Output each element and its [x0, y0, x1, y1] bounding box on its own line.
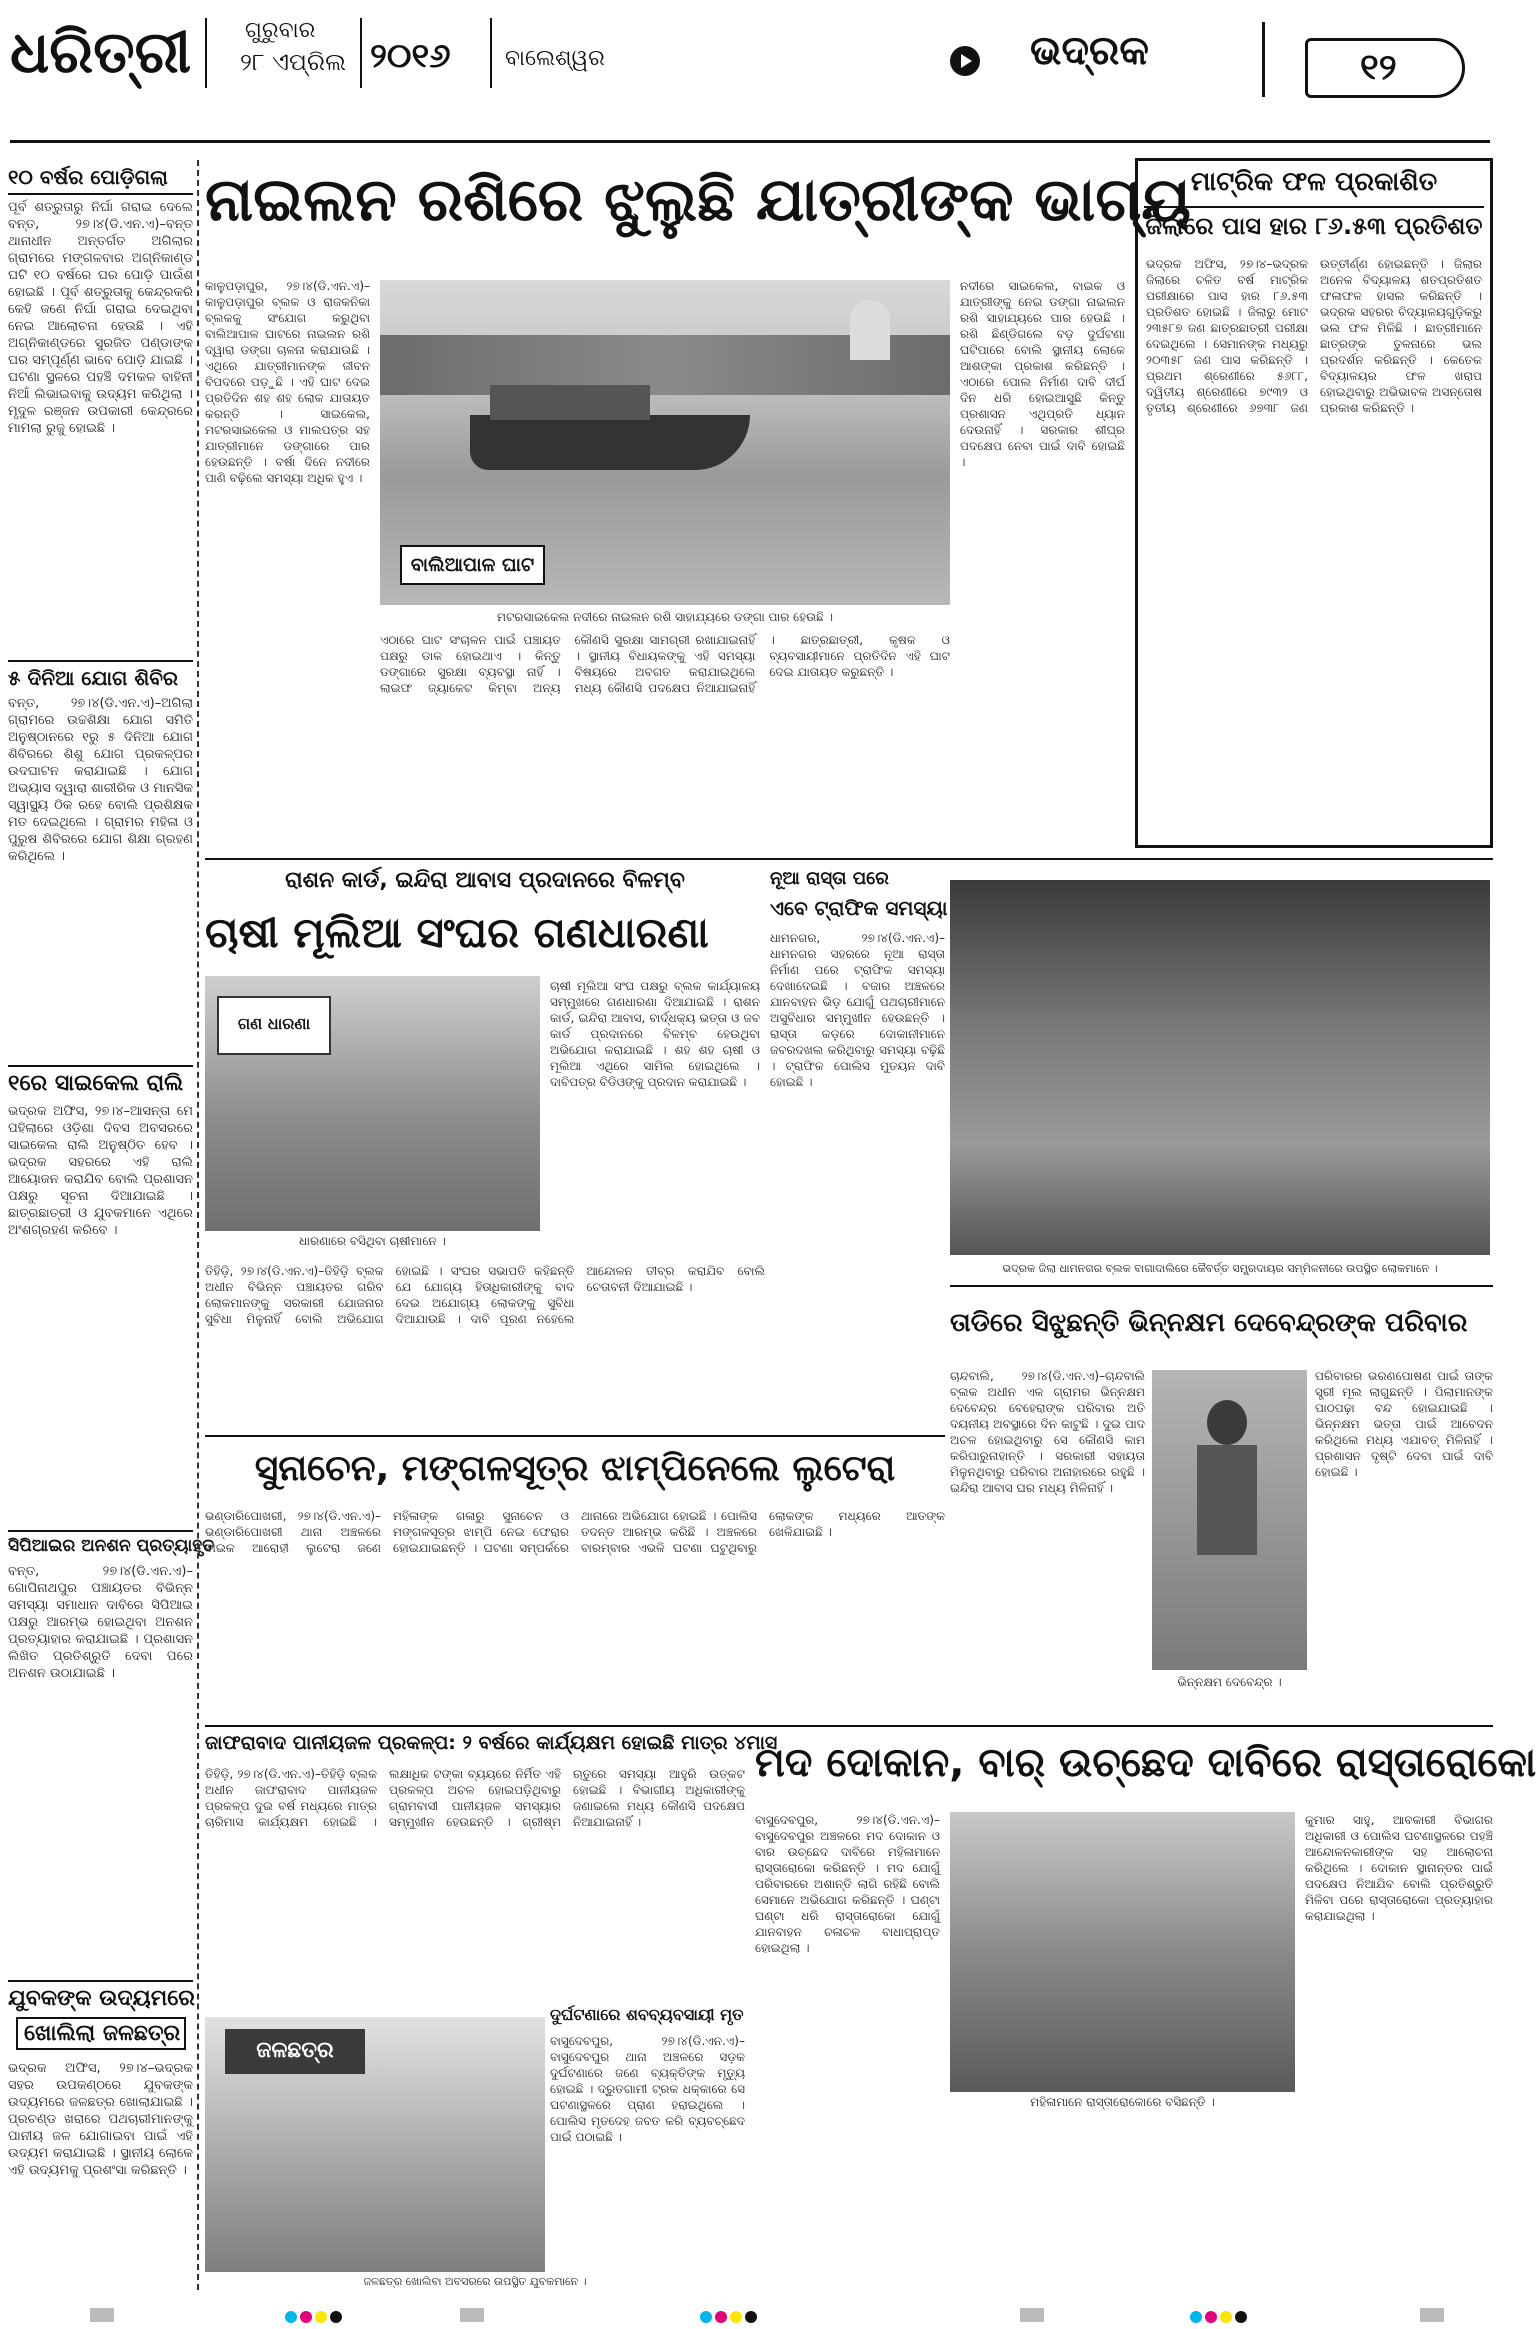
disabled-body: ଚାନ୍ଦବାଲି, ୨୭।୪(ଡି.ଏନ.ଏ)–ଚାନ୍ଦବାଲି ବ୍ଲକ ଅଧୀନ ଏକ ଗ୍ରାମର ଭିନ୍ନକ୍ଷମ ଦେବେନ୍ଦ୍ର ବେହେରାଙ୍କ ପରିବାର ଅତି ଦୟନୀୟ ଅବସ୍ଥାରେ ଦିନ କାଟୁଛି । ଦୁଇ ପାଦ ଅଚଳ ହୋଇଥିବାରୁ ସେ କୌଣସି କାମ କରିପାରୁନାହାନ୍ତି । ସରକାରୀ ସହାୟତା ମିଳୁନଥିବାରୁ ପରିବାର ଅନାହାରରେ ରହୁଛି । ଇନ୍ଦିରା ଆବାସ ଘର ମଧ୍ୟ ମିଳିନାହିଁ । [950, 1369, 1145, 1495]
water-body: ତିହିଡ଼ି, ୨୭।୪(ଡି.ଏନ.ଏ)–ତିହିଡ଼ି ବ୍ଲକ ଅଧୀନ ଜାଫରାବାଦ ପାନୀୟଜଳ ପ୍ରକଳ୍ପ ଦୁଇ ବର୍ଷ ମଧ୍ୟରେ ମାତ୍ର ଚାରିମାସ କାର୍ଯ୍ୟକ୍ଷମ ହୋଇଛି । ଲକ୍ଷାଧିକ ଟଙ୍କା ବ୍ୟୟରେ ନିର୍ମିତ ଏହି ପ୍ରକଳ୍ପ ଅଚଳ ହୋଇପଡ଼ିଥିବାରୁ ଗ୍ରାମବାସୀ ପାନୀୟଜଳ ସମସ୍ୟାର ସମ୍ମୁଖୀନ ହେଉଛନ୍ତି । ଗ୍ରୀଷ୍ମ ଋତୁରେ ସମସ୍ୟା ଆହୁରି ଉତ୍କଟ ହୋଇଛି । ବିଭାଗୀୟ ଅଧିକାରୀଙ୍କୁ ଜଣାଇଲେ ମଧ୍ୟ କୌଣସି ପଦକ୍ଷେପ ନିଆଯାଇନାହିଁ । [205, 1767, 745, 1829]
lead-body-left: କାଳୁପଡ଼ାପୁର, ୨୭।୪(ଡି.ଏନ.ଏ)–କାଳୁପଡ଼ାପୁର ବ୍ଲକ ଓ ରାଜକନିକା ବ୍ଲକକୁ ସଂଯୋଗ କରୁଥିବା ବାଲିଆପାଳ ଘାଟରେ ନାଇଲନ ରଶି ଦ୍ୱାରା ଡଙ୍ଗା ଚାଳନା କରାଯାଉଛି । ଏଥିରେ ଯାତ୍ରୀମାନଙ୍କ ଜୀବନ ବିପଦରେ ପଡ଼ୁଛି । ଏହି ଘାଟ ଦେଇ ପ୍ରତିଦିନ ଶହ ଶହ ଲୋକ ଯାତାୟତ କରନ୍ତି । ସାଇକେଲ, ମଟରସାଇକେଲ ଓ ମାଲପତ୍ର ସହ ଯାତ୍ରୀମାନେ ଡଙ୍ଗାରେ ପାର ହେଉଛନ୍ତି । ବର୍ଷା ଦିନେ ନଦୀରେ ପାଣି ବଢ଼ିଲେ ସମସ୍ୟା ଅଧିକ ହୁଏ । [205, 279, 370, 485]
theft-story [205, 1440, 945, 1720]
lead-body-bottom: ଏଠାରେ ଘାଟ ସଂଚାଳନ ପାଇଁ ପଞ୍ଚାୟତ ପକ୍ଷରୁ ଡାକ ହୋଇଥାଏ । କିନ୍ତୁ ଡଙ୍ଗାରେ ସୁରକ୍ଷା ବ୍ୟବସ୍ଥା ନାହିଁ । ଲାଇଫ ଜ୍ୟାକେଟ କିମ୍ବା ଅନ୍ୟ କୌଣସି ସୁରକ୍ଷା ସାମଗ୍ରୀ ରଖାଯାଇନାହିଁ । ସ୍ଥାନୀୟ ବିଧାୟକଙ୍କୁ ଏହି ସମସ୍ୟା ବିଷୟରେ ଅବଗତ କରାଯାଇଥିଲେ ମଧ୍ୟ କୌଣସି ପଦକ୍ଷେପ ନିଆଯାଇନାହିଁ । ଛାତ୍ରଛାତ୍ରୀ, କୃଷକ ଓ ବ୍ୟବସାୟୀମାନେ ପ୍ରତିଦିନ ଏହି ଘାଟ ଦେଇ ଯାତାୟତ କରୁଛନ୍ତି । [380, 633, 950, 695]
matric-body: ଭଦ୍ରକ ଅଫିସ, ୨୭।୪–ଭଦ୍ରକ ଜିଲାରେ ଚଳିତ ବର୍ଷ ମାଟ୍ରିକ ପରୀକ୍ଷାରେ ପାସ ହାର ୮୬.୫୩ ପ୍ରତିଶତ ହୋଇଛି । ଜିଲାରୁ ମୋଟ ୨୩୫୮୭ ଜଣ ଛାତ୍ରଛାତ୍ରୀ ପରୀକ୍ଷା ଦେଇଥିଲେ । ସେମାନଙ୍କ ମଧ୍ୟରୁ ୨୦୩୫୮ ଜଣ ପାସ କରିଛନ୍ତି । ପ୍ରଥମ ଶ୍ରେଣୀରେ ୫୬୮୮, ଦ୍ୱିତୀୟ ଶ୍ରେଣୀରେ ୭୯୩୨ ଓ ତୃତୀୟ ଶ୍ରେଣୀରେ ୬୭୩୮ ଜଣ ଉତ୍ତୀର୍ଣ୍ଣ ହୋଇଛନ୍ତି । ଜିଲାର ଅନେକ ବିଦ୍ୟାଳୟ ଶତପ୍ରତିଶତ ଫଳାଫଳ ହାସଲ କରିଛନ୍ତି । ଭଦ୍ରକ ସହରର ବିଦ୍ୟାଳୟଗୁଡ଼ିକରୁ ଭଲ ଫଳ ମିଳିଛି । ଛାତ୍ରୀମାନେ ଛାତ୍ରଙ୍କ ତୁଳନାରେ ଭଲ ପ୍ରଦର୍ଶନ କରିଛନ୍ତି । କେତେକ ବିଦ୍ୟାଳୟର ଫଳ ଖରାପ ହୋଇଥିବାରୁ ଅଭିଭାବକ ଅସନ୍ତୋଷ ପ୍ରକାଶ କରିଛନ୍ତି । [1146, 257, 1482, 415]
masthead-date: ୨୮ ଏପ୍ରିଲ [240, 48, 347, 76]
farmers-body-right: ଚାଷୀ ମୂଲିଆ ସଂଘ ପକ୍ଷରୁ ବ୍ଲକ କାର୍ଯ୍ୟାଳୟ ସମ୍ମୁଖରେ ଗଣଧାରଣା ଦିଆଯାଇଛି । ରାଶନ କାର୍ଡ, ଇନ୍ଦିରା ଆବାସ, ବାର୍ଦ୍ଧକ୍ୟ ଭତ୍ତା ଓ ଜବ କାର୍ଡ ପ୍ରଦାନରେ ବିଳମ୍ବ ହେଉଥିବା ଅଭିଯୋଗ କରାଯାଇଛି । ଶହ ଶହ ଚାଷୀ ଓ ମୂଲିଆ ଏଥିରେ ସାମିଲ ହୋଇଥିଲେ । ଦାବିପତ୍ର ବିଡିଓଙ୍କୁ ପ୍ରଦାନ କରାଯାଇଛି । [550, 979, 760, 1089]
accident-headline: ଦୁର୍ଘଟଣାରେ ଶବବ୍ୟବସାୟୀ ମୃତ [550, 2005, 744, 2024]
farmers-kicker: ରାଶନ କାର୍ଡ, ଇନ୍ଦିରା ଆବାସ ପ୍ରଦାନରେ ବିଳମ୍ବ [285, 868, 685, 893]
lead-label: ବାଲିଆପାଳ ଘାଟ [410, 554, 535, 576]
liquor-body-left: ବାସୁଦେବପୁର, ୨୭।୪(ଡି.ଏନ.ଏ)–ବାସୁଦେବପୁର ଅଞ୍ଚଳରେ ମଦ ଦୋକାନ ଓ ବାର ଉଚ୍ଛେଦ ଦାବିରେ ମହିଳାମାନେ ରାସ୍ତାରୋକୋ କରିଛନ୍ତି । ମଦ ଯୋଗୁଁ ପରିବାରରେ ଅଶାନ୍ତି ଲାଗି ରହିଛି ବୋଲି ସେମାନେ ଅଭିଯୋଗ କରିଛନ୍ତି । ଘଣ୍ଟା ଘଣ୍ଟା ଧରି ରାସ୍ତାରୋକୋ ଯୋଗୁଁ ଯାନବାହନ ଚଳାଚଳ ବାଧାପ୍ରାପ୍ତ ହୋଇଥିଲା । [755, 1813, 940, 1955]
liquor-headline: ମଦ ଦୋକାନ, ବାର୍ ଉଚ୍ଛେଦ ଦାବିରେ ରାସ୍ତାରୋକୋ [755, 1740, 1536, 1786]
water-booth-banner: ଜଳଛତ୍ର [225, 2029, 365, 2074]
theft-headline: ସୁନାଚେନ, ମଙ୍ଗଳସୂତ୍ର ଝାମ୍ପିନେଲେ ଲୁଟେରା [254, 1448, 896, 1489]
story-title: ୧ରେ ସାଇକେଲ ରାଲି [8, 1065, 193, 1096]
traffic-story [770, 868, 948, 1428]
story-body: ପୂର୍ବ ଶତ୍ରୁତାରୁ ନିର୍ଘା ଗରାଇ ଦେଲେ ବନ୍ତ, ୨୭।୪(ଡି.ଏନ.ଏ)–ବନ୍ତ ଥାନାଧୀନ ଅନ୍ତର୍ଗତ ଅଗିଲାର ଗ୍ରାମରେ ମଙ୍ଗଳବାର ଅଗ୍ନିକାଣ୍ଡ ଘଟି ୧୦ ବର୍ଷରେ ଘର ପୋଡ଼ି ପାଉଁଶ ହୋଇଛି । ପୂର୍ବ ଶତ୍ରୁତାକୁ କେନ୍ଦ୍ରକରି କେହି ଜଣେ ନିର୍ଘା ଗରାଇ ଦେଇଥିବା ନେଇ ଆଲୋଚନା ହେଉଛି । ଏହି ଅଗ୍ନିକାଣ୍ଡରେ ସୁରଜିତ ପଣ୍ଡାଙ୍କ ଘର ସମ୍ପୂର୍ଣ୍ଣ ଭାବେ ପୋଡ଼ି ଯାଇଛି । ଘଟଣା ସ୍ଥଳରେ ପହଞ୍ଚି ଦମକଳ ବାହିନୀ ନିଆଁ ଲିଭାଇବାକୁ ଉଦ୍ୟମ କରିଥିଲା । ମୃଦୁଳ ରଞ୍ଜନ ଉପକାରୀ କେନ୍ଦ୍ରରେ ମାମଲା ରୁଜୁ ହୋଇଛି । [8, 200, 193, 436]
story-body: ବନ୍ତ, ୨୭।୪(ଡି.ଏନ.ଏ)–ଅଗିଲା ଗ୍ରାମରେ ଉଚ୍ଚଶିକ୍ଷା ଯୋଗ ସମିତି ଅନୁଷ୍ଠାନରେ ୧ରୁ ୫ ଦିନିଆ ଯୋଗ ଶିବିରରେ ଶିଶୁ ଯୋଗ ପ୍ରକଳ୍ପର ଉଦଘାଟନ କରାଯାଇଛି । ଯୋଗ ଅଭ୍ୟାସ ଦ୍ୱାରା ଶାରୀରିକ ଓ ମାନସିକ ସ୍ୱାସ୍ଥ୍ୟ ଠିକ ରହେ ବୋଲି ପ୍ରଶିକ୍ଷକ ମତ ଦେଇଥିଲେ । ଗ୍ରାମର ମହିଳା ଓ ପୁରୁଷ ଶିବିରରେ ଯୋଗ ଶିକ୍ଷା ଗ୍ରହଣ କରିଥିଲେ । [8, 696, 193, 864]
lead-body-right: ନଦୀରେ ସାଇକେଲ, ବାଇକ ଓ ଯାତ୍ରୀଙ୍କୁ ନେଇ ଡଙ୍ଗା ନାଇଲନ ରଶି ସାହାଯ୍ୟରେ ପାର ହେଉଛି । ରଶି ଛିଣ୍ଡିଗଲେ ବଡ଼ ଦୁର୍ଘଟଣା ଘଟିପାରେ ବୋଲି ସ୍ଥାନୀୟ ଲୋକେ ଆଶଙ୍କା ପ୍ରକାଶ କରିଛନ୍ତି । ଏଠାରେ ପୋଲ ନିର୍ମାଣ ଦାବି ଦୀର୍ଘ ଦିନ ଧରି ହୋଇଆସୁଛି କିନ୍ତୁ ପ୍ରଶାସନ ଏଥିପ୍ରତି ଧ୍ୟାନ ଦେଉନାହିଁ । ସରକାର ଶୀଘ୍ର ପଦକ୍ଷେପ ନେବା ପାଇଁ ଦାବି ହୋଇଛି । [960, 279, 1125, 469]
left-column [8, 165, 215, 2295]
masthead-edition: ବାଲେଶ୍ୱର [505, 46, 605, 71]
community-photo-caption: ଭଦ୍ରକ ଜିଲା ଧାମନଗର ବ୍ଲକ ବାଗାଦାଲିରେ କୈବର୍ତ୍ତ ସମ୍ପ୍ରଦାୟର ସମ୍ମିଳନୀରେ ଉପସ୍ଥିତ ଲୋକମାନେ । [1002, 1262, 1438, 1275]
play-icon [950, 46, 980, 76]
masthead-day: ଗୁରୁବାର [245, 18, 316, 43]
farmers-photo [205, 976, 540, 1231]
cmyk-dots [285, 2308, 345, 2327]
matric-box [1135, 158, 1493, 848]
story-title: ଯୁବକଙ୍କ ଉଦ୍ୟମରେ [8, 1980, 193, 2011]
story-title: ସିପିଆଇର ଅନଶନ ପ୍ରତ୍ୟାହୃତ [8, 1530, 193, 1556]
matric-headline: ଜିଲାରେ ପାସ ହାର ୮୬.୫୩ ପ୍ରତିଶତ [1144, 206, 1484, 240]
community-meeting-photo [950, 880, 1490, 1255]
traffic-headline: ଏବେ ଟ୍ରାଫିକ ସମସ୍ୟା [770, 896, 948, 920]
disabled-man-photo [1152, 1370, 1307, 1670]
lead-photo-caption: ମଟରସାଇକେଲ ନଦୀରେ ନାଇଲନ ରଶି ସାହାଯ୍ୟରେ ଡଙ୍ଗା ପାର ହେଉଛି । [497, 610, 833, 624]
farmers-body-bottom: ତିହିଡ଼ି, ୨୭।୪(ଡି.ଏନ.ଏ)–ତିହିଡ଼ି ବ୍ଲକ ଅଧୀନ ବିଭିନ୍ନ ପଞ୍ଚାୟତର ଗରିବ ଲୋକମାନଙ୍କୁ ସରକାରୀ ଯୋଜନାର ସୁବିଧା ମିଳୁନାହିଁ ବୋଲି ଅଭିଯୋଗ ହୋଇଛି । ସଂଘର ସଭାପତି କହିଛନ୍ତି ଯେ ଯୋଗ୍ୟ ହିତାଧିକାରୀଙ୍କୁ ବାଦ ଦେଇ ଅଯୋଗ୍ୟ ଲୋକଙ୍କୁ ସୁବିଧା ଦିଆଯାଉଛି । ଦାବି ପୂରଣ ନହେଲେ ଆନ୍ଦୋଳନ ତୀବ୍ର କରାଯିବ ବୋଲି ଚେତାବନୀ ଦିଆଯାଇଛି । [205, 1264, 765, 1326]
water-headline: ଜାଫରାବାଦ ପାନୀୟଜଳ ପ୍ରକଳ୍ପ: ୨ ବର୍ଷରେ କାର୍ଯ୍ୟକ୍ଷମ ହୋଇଛି ମାତ୍ର ୪ମାସ [205, 1732, 778, 1754]
story-title: ଖୋଲିଲା ଜଳଛତ୍ର [16, 2017, 186, 2050]
traffic-kicker: ନୂଆ ରାସ୍ତା ପରେ [770, 868, 889, 889]
paper-name: ଧରିତ୍ରୀ [10, 18, 192, 86]
masthead [0, 0, 1500, 150]
disabled-photo-caption: ଭିନ୍ନକ୍ଷମ ଦେବେନ୍ଦ୍ର । [1177, 1675, 1282, 1689]
registration-marks [0, 2302, 1500, 2329]
story-body: ବନ୍ତ, ୨୭।୪(ଡି.ଏନ.ଏ)–ଗୋପିନାଥପୁର ପଞ୍ଚାୟତର ବିଭିନ୍ନ ସମସ୍ୟା ସମାଧାନ ଦାବିରେ ସିପିଆଇ ପକ୍ଷରୁ ଆରମ୍ଭ ହୋଇଥିବା ଅନଶନ ପ୍ରତ୍ୟାହାର କରାଯାଇଛି । ପ୍ରଶାସନ ଲିଖିତ ପ୍ରତିଶ୍ରୁତି ଦେବା ପରେ ଅନଶନ ଉଠାଯାଇଛି । [8, 1564, 193, 1681]
farmers-photo-caption: ଧାରଣାରେ ବସିଥିବା ଚାଷୀମାନେ । [299, 1234, 446, 1248]
dharana-sign: ଗଣ ଧାରଣା [217, 996, 331, 1055]
page-number-tab [1305, 38, 1465, 98]
story-body: ଭଦ୍ରକ ଅଫିସ, ୨୭।୪–ଆସନ୍ତା ମେ ପହିଲାରେ ଓଡ଼ିଶା ଦିବସ ଅବସରରେ ସାଇକେଲ ରାଲି ଅନୁଷ୍ଠିତ ହେବ । ଭଦ୍ରକ ସହରରେ ଏହି ରାଲି ଆୟୋଜନ କରାଯିବ ବୋଲି ପ୍ରଶାସନ ପକ୍ଷରୁ ସୂଚନା ଦିଆଯାଇଛି । ଛାତ୍ରଛାତ୍ରୀ ଓ ଯୁବକମାନେ ଏଥିରେ ଅଂଶଗ୍ରହଣ କରିବେ । [8, 1104, 193, 1238]
theft-body: ଭଣ୍ଡାରିପୋଖରୀ, ୨୭।୪(ଡି.ଏନ.ଏ)–ଭଣ୍ଡାରିପୋଖରୀ ଥାନା ଅଞ୍ଚଳରେ ବାଇକ ଆରୋହୀ ଲୁଟେରା ଜଣେ ମହିଳାଙ୍କ ଗଳାରୁ ସୁନାଚେନ ଓ ମଙ୍ଗଳସୂତ୍ର ଝାମ୍ପି ନେଇ ଫେରାର ହୋଇଯାଇଛନ୍ତି । ଘଟଣା ସମ୍ପର୍କରେ ଥାନାରେ ଅଭିଯୋଗ ହୋଇଛି । ପୋଲିସ ତଦନ୍ତ ଆରମ୍ଭ କରିଛି । ଅଞ୍ଚଳରେ ବାରମ୍ବାର ଏଭଳି ଘଟଣା ଘଟୁଥିବାରୁ ଲୋକଙ୍କ ମଧ୍ୟରେ ଆତଙ୍କ ଖେଳିଯାଇଛି । [205, 1509, 945, 1555]
traffic-body: ଧାମନଗର, ୨୭।୪(ଡି.ଏନ.ଏ)–ଧାମନଗର ସହରରେ ନୂଆ ରାସ୍ତା ନିର୍ମାଣ ପରେ ଟ୍ରାଫିକ ସମସ୍ୟା ଦେଖାଦେଇଛି । ବଜାର ଅଞ୍ଚଳରେ ଯାନବାହନ ଭିଡ଼ ଯୋଗୁଁ ପଥଚାରୀମାନେ ଅସୁବିଧାର ସମ୍ମୁଖୀନ ହେଉଛନ୍ତି । ରାସ୍ତା କଡ଼ରେ ଦୋକାନୀମାନେ ଜବରଦଖଲ କରିଥିବାରୁ ସମସ୍ୟା ବଢ଼ିଛି । ଟ୍ରାଫିକ ପୋଲିସ ମୁତୟନ ଦାବି ହୋଇଛି । [770, 931, 945, 1089]
story-title: ୧୦ ବର୍ଷର ପୋଡ଼ିଗଲା [8, 165, 193, 195]
lead-story [205, 160, 1191, 850]
water-photo-caption: ଜଳଛତ୍ର ଖୋଲିବା ଅବସରରେ ଉପସ୍ଥିତ ଯୁବକମାନେ । [363, 2275, 587, 2288]
water-booth-photo [205, 2017, 545, 2272]
cmyk-dots [700, 2308, 760, 2327]
disabled-body-right: ପରିବାରର ଭରଣପୋଷଣ ପାଇଁ ତାଙ୍କ ସ୍ତ୍ରୀ ମୂଲ ଲାଗୁଛନ୍ତି । ପିଲାମାନଙ୍କ ପାଠପଢ଼ା ବନ୍ଦ ହୋଇଯାଇଛି । ଭିନ୍ନକ୍ଷମ ଭତ୍ତା ପାଇଁ ଆବେଦନ କରିଥିଲେ ମଧ୍ୟ ଏଯାବତ୍ ମିଳିନାହିଁ । ପ୍ରଶାସନ ଦୃଷ୍ଟି ଦେବା ପାଇଁ ଦାବି ହୋଇଛି । [1315, 1369, 1493, 1479]
section-name: ଭଦ୍ରକ [1030, 28, 1149, 74]
liquor-story [755, 1732, 1536, 2292]
masthead-year: ୨୦୧୬ [370, 36, 451, 76]
accident-body: ବାସୁଦେବପୁର, ୨୭।୪(ଡି.ଏନ.ଏ)–ବାସୁଦେବପୁର ଥାନା ଅଞ୍ଚଳରେ ସଡ଼କ ଦୁର୍ଘଟଣାରେ ଜଣେ ବ୍ୟକ୍ତିଙ୍କ ମୃତ୍ୟୁ ହୋଇଛି । ଦ୍ରୁତଗାମୀ ଟ୍ରକ ଧକ୍କାରେ ସେ ଘଟଣାସ୍ଥଳରେ ପ୍ରାଣ ହରାଇଥିଲେ । ପୋଲିସ ମୃତଦେହ ଜବତ କରି ବ୍ୟବଚ୍ଛେଦ ପାଇଁ ପଠାଇଛି । [550, 2034, 745, 2144]
cmyk-dots [1190, 2308, 1250, 2327]
page-number: ୧୨ [1360, 47, 1397, 88]
lead-headline: ନାଇଲନ ରଶିରେ ଝୁଲୁଛି ଯାତ୍ରୀଙ୍କ ଭାଗ୍ୟ [205, 165, 1191, 235]
story-title: ୫ ଦିନିଆ ଯୋଗ ଶିବିର [8, 660, 193, 690]
accident-story [550, 2005, 745, 2290]
liquor-protest-photo [950, 1812, 1295, 2092]
matric-kicker: ମାଟ୍ରିକ ଫଳ ପ୍ରକାଶିତ [1190, 167, 1438, 197]
liquor-photo-caption: ମହିଳାମାନେ ରାସ୍ତାରୋକୋରେ ବସିଛନ୍ତି । [1030, 2095, 1215, 2109]
disabled-headline: ତାଡିରେ ସିଝୁଛନ୍ତି ଭିନ୍ନକ୍ଷମ ଦେବେନ୍ଦ୍ରଙ୍କ ପରିବାର [950, 1308, 1468, 1338]
liquor-body-right: କୁମାର ସାହୁ, ଆବକାରୀ ବିଭାଗର ଅଧିକାରୀ ଓ ପୋଲିସ ଘଟଣାସ୍ଥଳରେ ପହଞ୍ଚି ଆନ୍ଦୋଳନକାରୀଙ୍କ ସହ ଆଲୋଚନା କରିଥିଲେ । ଦୋକାନ ସ୍ଥାନାନ୍ତର ପାଇଁ ପଦକ୍ଷେପ ନିଆଯିବ ବୋଲି ପ୍ରତିଶ୍ରୁତି ମିଳିବା ପରେ ରାସ୍ତାରୋକୋ ପ୍ରତ୍ୟାହାର କରାଯାଇଥିଲା । [1305, 1813, 1493, 1923]
lead-label-box [400, 545, 545, 585]
farmers-story [205, 868, 765, 1428]
disabled-story [950, 1290, 1493, 1715]
farmers-headline: ଚାଷୀ ମୂଲିଆ ସଂଘର ଗଣଧାରଣା [205, 908, 709, 957]
story-body: ଭଦ୍ରକ ଅଫିସ, ୨୭।୪–ଭଦ୍ରକ ସହର ଉପକଣ୍ଠରେ ଯୁବକଙ୍କ ଉଦ୍ୟମରେ ଜଳଛତ୍ର ଖୋଲାଯାଇଛି । ପ୍ରଚଣ୍ଡ ଖରାରେ ପଥଚାରୀମାନଙ୍କୁ ପାନୀୟ ଜଳ ଯୋଗାଇବା ପାଇଁ ଏହି ଉଦ୍ୟମ କରାଯାଇଛି । ସ୍ଥାନୀୟ ଲୋକେ ଏହି ଉଦ୍ୟମକୁ ପ୍ରଶଂସା କରିଛନ୍ତି । [8, 2061, 193, 2178]
